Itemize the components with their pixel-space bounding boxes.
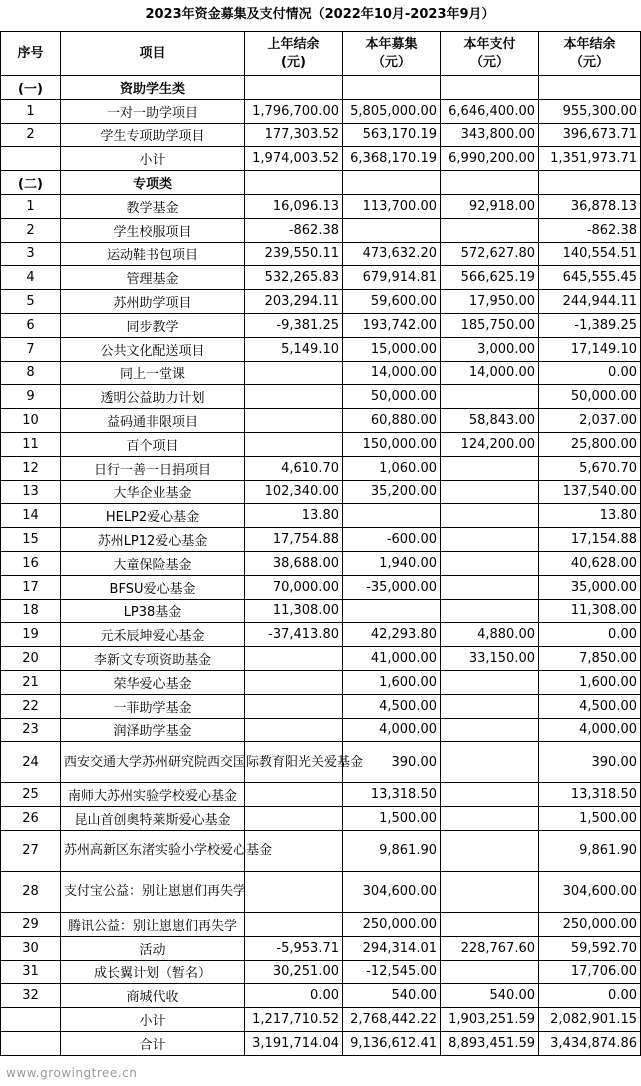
table-row (1, 599, 641, 623)
cell-this-year-balance: 11,308.00 (539, 599, 641, 623)
cell-this-year-raised: 563,170.19 (343, 123, 441, 147)
table-row (1, 936, 641, 960)
cell-index: 3 (1, 242, 61, 266)
cell-last-year-balance: 1,217,710.52 (245, 1008, 343, 1032)
table-row (1, 670, 641, 694)
table-row (1, 480, 641, 504)
cell-this-year-paid (441, 171, 539, 195)
cell-index: 9 (1, 385, 61, 409)
cell-this-year-raised: 150,000.00 (343, 432, 441, 456)
cell-this-year-raised: 1,940.00 (343, 551, 441, 575)
cell-index: 2 (1, 123, 61, 147)
cell-this-year-paid (441, 76, 539, 100)
table-row (1, 385, 641, 409)
cell-last-year-balance: -9,381.25 (245, 313, 343, 337)
cell-last-year-balance: 203,294.11 (245, 290, 343, 314)
cell-last-year-balance (245, 871, 343, 912)
cell-last-year-balance (245, 783, 343, 807)
cell-this-year-paid: 17,950.00 (441, 290, 539, 314)
cell-project: 苏州高新区东渚实验小学校爱心基金 (61, 830, 245, 871)
cell-last-year-balance: 70,000.00 (245, 575, 343, 599)
cell-this-year-balance: 2,037.00 (539, 409, 641, 433)
table-row (1, 361, 641, 385)
cell-this-year-raised: -12,545.00 (343, 960, 441, 984)
cell-this-year-balance: 137,540.00 (539, 480, 641, 504)
cell-this-year-raised (343, 504, 441, 528)
cell-last-year-balance (245, 171, 343, 195)
cell-this-year-paid (441, 783, 539, 807)
table-row (1, 218, 641, 242)
cell-index: 15 (1, 528, 61, 552)
cell-last-year-balance: 5,149.10 (245, 337, 343, 361)
cell-last-year-balance: 239,550.11 (245, 242, 343, 266)
fund-table (0, 31, 641, 1056)
cell-this-year-paid (441, 960, 539, 984)
table-row (1, 912, 641, 936)
subtotal-row (1, 147, 641, 171)
cell-index: 28 (1, 871, 61, 912)
cell-this-year-raised: -600.00 (343, 528, 441, 552)
cell-project: HELP2爱心基金 (61, 504, 245, 528)
cell-project: 益码通非限项目 (61, 409, 245, 433)
cell-project: 小计 (61, 1008, 245, 1032)
section-header-row (1, 171, 641, 195)
table-row (1, 194, 641, 218)
cell-this-year-paid: 540.00 (441, 984, 539, 1008)
cell-this-year-paid: 14,000.00 (441, 361, 539, 385)
header-index: 序号 (1, 32, 61, 76)
table-title: 2023年资金募集及支付情况（2022年10月-2023年9月） (145, 7, 495, 22)
cell-this-year-paid (441, 599, 539, 623)
cell-project: 专项类 (61, 171, 245, 195)
cell-this-year-balance: 140,554.51 (539, 242, 641, 266)
cell-last-year-balance: -37,413.80 (245, 623, 343, 647)
cell-index: 12 (1, 456, 61, 480)
cell-project: 南师大苏州实验学校爱心基金 (61, 783, 245, 807)
cell-index: 11 (1, 432, 61, 456)
cell-this-year-balance: 2,082,901.15 (539, 1008, 641, 1032)
cell-index: 22 (1, 694, 61, 718)
cell-this-year-balance: 304,600.00 (539, 871, 641, 912)
cell-this-year-raised: 679,914.81 (343, 266, 441, 290)
table-row (1, 871, 641, 912)
table-row (1, 830, 641, 871)
cell-this-year-raised: 473,632.20 (343, 242, 441, 266)
cell-index: 10 (1, 409, 61, 433)
cell-index: 8 (1, 361, 61, 385)
cell-last-year-balance: -5,953.71 (245, 936, 343, 960)
cell-this-year-paid (441, 807, 539, 831)
total-row (1, 1031, 641, 1055)
cell-this-year-raised (343, 76, 441, 100)
table-row (1, 647, 641, 671)
cell-project: 一菲助学基金 (61, 694, 245, 718)
cell-this-year-paid: 228,767.60 (441, 936, 539, 960)
cell-index (1, 1008, 61, 1032)
table-row (1, 807, 641, 831)
cell-index (1, 1031, 61, 1055)
cell-this-year-raised: 42,293.80 (343, 623, 441, 647)
cell-this-year-balance (539, 171, 641, 195)
cell-this-year-balance: 390.00 (539, 742, 641, 783)
cell-this-year-balance: 4,500.00 (539, 694, 641, 718)
table-row (1, 984, 641, 1008)
cell-last-year-balance (245, 432, 343, 456)
table-row (1, 313, 641, 337)
table-body (1, 76, 641, 1056)
table-row (1, 409, 641, 433)
cell-this-year-raised: 5,805,000.00 (343, 99, 441, 123)
cell-project: 百个项目 (61, 432, 245, 456)
cell-this-year-paid (441, 912, 539, 936)
cell-this-year-balance: 40,628.00 (539, 551, 641, 575)
cell-this-year-balance: 396,673.71 (539, 123, 641, 147)
cell-this-year-balance: 13,318.50 (539, 783, 641, 807)
cell-index: 5 (1, 290, 61, 314)
cell-this-year-raised: 250,000.00 (343, 912, 441, 936)
cell-this-year-paid: 124,200.00 (441, 432, 539, 456)
cell-this-year-balance: 1,351,973.71 (539, 147, 641, 171)
cell-this-year-paid: 8,893,451.59 (441, 1031, 539, 1055)
cell-this-year-raised: 4,500.00 (343, 694, 441, 718)
cell-this-year-balance: -1,389.25 (539, 313, 641, 337)
cell-last-year-balance (245, 718, 343, 742)
header-this-year-raised: 本年募集 （元） (343, 32, 441, 76)
table-row (1, 337, 641, 361)
cell-project: 运动鞋书包项目 (61, 242, 245, 266)
cell-project: 商城代收 (61, 984, 245, 1008)
table-row (1, 551, 641, 575)
table-row (1, 99, 641, 123)
table-row (1, 290, 641, 314)
cell-this-year-raised: 9,861.90 (343, 830, 441, 871)
cell-this-year-paid (441, 694, 539, 718)
cell-last-year-balance (245, 694, 343, 718)
cell-this-year-paid: 6,990,200.00 (441, 147, 539, 171)
table-row (1, 123, 641, 147)
cell-project: 透明公益助力计划 (61, 385, 245, 409)
cell-this-year-balance: 7,850.00 (539, 647, 641, 671)
subtotal-row (1, 1008, 641, 1032)
cell-this-year-balance: 645,555.45 (539, 266, 641, 290)
cell-this-year-raised: 540.00 (343, 984, 441, 1008)
cell-this-year-raised: 193,742.00 (343, 313, 441, 337)
table-row (1, 456, 641, 480)
cell-this-year-raised: 2,768,442.22 (343, 1008, 441, 1032)
header-this-year-balance: 本年结余 （元） (539, 32, 641, 76)
cell-last-year-balance: -862.38 (245, 218, 343, 242)
cell-this-year-paid (441, 742, 539, 783)
cell-last-year-balance: 532,265.83 (245, 266, 343, 290)
cell-last-year-balance: 30,251.00 (245, 960, 343, 984)
cell-this-year-balance: 9,861.90 (539, 830, 641, 871)
cell-project: 一对一助学项目 (61, 99, 245, 123)
cell-this-year-paid: 6,646,400.00 (441, 99, 539, 123)
cell-index: 27 (1, 830, 61, 871)
cell-this-year-balance: 17,149.10 (539, 337, 641, 361)
cell-index: 13 (1, 480, 61, 504)
cell-this-year-balance: 50,000.00 (539, 385, 641, 409)
cell-last-year-balance: 0.00 (245, 984, 343, 1008)
cell-this-year-balance: 3,434,874.86 (539, 1031, 641, 1055)
cell-project: 大童保险基金 (61, 551, 245, 575)
cell-last-year-balance (245, 912, 343, 936)
cell-this-year-raised: 1,060.00 (343, 456, 441, 480)
cell-last-year-balance: 38,688.00 (245, 551, 343, 575)
cell-this-year-balance: 36,878.13 (539, 194, 641, 218)
cell-index: 29 (1, 912, 61, 936)
cell-project: 李新文专项资助基金 (61, 647, 245, 671)
cell-this-year-balance: 1,500.00 (539, 807, 641, 831)
cell-this-year-paid: 1,903,251.59 (441, 1008, 539, 1032)
header-this-year-paid: 本年支付 （元） (441, 32, 539, 76)
cell-this-year-paid (441, 528, 539, 552)
cell-index: 19 (1, 623, 61, 647)
cell-this-year-paid (441, 718, 539, 742)
cell-this-year-balance: 5,670.70 (539, 456, 641, 480)
cell-this-year-raised: 390.00 (343, 742, 441, 783)
cell-last-year-balance: 3,191,714.04 (245, 1031, 343, 1055)
cell-this-year-paid: 58,843.00 (441, 409, 539, 433)
cell-last-year-balance (245, 361, 343, 385)
table-row (1, 960, 641, 984)
cell-index: 26 (1, 807, 61, 831)
cell-this-year-balance (539, 76, 641, 100)
cell-project: 学生校服项目 (61, 218, 245, 242)
cell-index: 2 (1, 218, 61, 242)
cell-this-year-raised: 15,000.00 (343, 337, 441, 361)
cell-this-year-paid: 4,880.00 (441, 623, 539, 647)
cell-index: 16 (1, 551, 61, 575)
cell-last-year-balance (245, 647, 343, 671)
cell-project: 腾讯公益：别让崽崽们再失学 (61, 912, 245, 936)
cell-this-year-balance: 17,706.00 (539, 960, 641, 984)
cell-this-year-balance: 0.00 (539, 984, 641, 1008)
header-last-year-balance: 上年结余 (元) (245, 32, 343, 76)
cell-this-year-raised: 41,000.00 (343, 647, 441, 671)
cell-this-year-paid (441, 551, 539, 575)
cell-this-year-paid: 33,150.00 (441, 647, 539, 671)
cell-this-year-paid (441, 575, 539, 599)
cell-index: 32 (1, 984, 61, 1008)
cell-this-year-paid (441, 218, 539, 242)
cell-index: 1 (1, 194, 61, 218)
table-row (1, 504, 641, 528)
cell-project: 管理基金 (61, 266, 245, 290)
cell-index: 14 (1, 504, 61, 528)
cell-index: (一) (1, 76, 61, 100)
cell-this-year-raised: 304,600.00 (343, 871, 441, 912)
cell-this-year-raised: -35,000.00 (343, 575, 441, 599)
cell-index: 30 (1, 936, 61, 960)
cell-this-year-raised: 1,500.00 (343, 807, 441, 831)
cell-last-year-balance (245, 385, 343, 409)
section-header-row (1, 76, 641, 100)
cell-project: 资助学生类 (61, 76, 245, 100)
cell-this-year-paid (441, 480, 539, 504)
cell-this-year-raised: 4,000.00 (343, 718, 441, 742)
table-row (1, 242, 641, 266)
cell-index: 6 (1, 313, 61, 337)
cell-this-year-raised: 13,318.50 (343, 783, 441, 807)
cell-index: 21 (1, 670, 61, 694)
cell-this-year-paid: 343,800.00 (441, 123, 539, 147)
cell-project: 荣华爱心基金 (61, 670, 245, 694)
cell-project: 昆山首创奥特莱斯爱心基金 (61, 807, 245, 831)
cell-this-year-balance: 13.80 (539, 504, 641, 528)
cell-this-year-paid: 3,000.00 (441, 337, 539, 361)
cell-index: 31 (1, 960, 61, 984)
cell-index: 25 (1, 783, 61, 807)
cell-this-year-raised: 294,314.01 (343, 936, 441, 960)
cell-this-year-raised (343, 218, 441, 242)
cell-last-year-balance (245, 807, 343, 831)
cell-this-year-balance: 4,000.00 (539, 718, 641, 742)
cell-project: 教学基金 (61, 194, 245, 218)
cell-project: 学生专项助学项目 (61, 123, 245, 147)
cell-this-year-paid (441, 871, 539, 912)
cell-this-year-balance: -862.38 (539, 218, 641, 242)
table-row (1, 742, 641, 783)
cell-this-year-raised (343, 599, 441, 623)
cell-index (1, 147, 61, 171)
cell-this-year-raised (343, 171, 441, 195)
cell-index: 20 (1, 647, 61, 671)
cell-project: 苏州LP12爱心基金 (61, 528, 245, 552)
cell-this-year-raised: 50,000.00 (343, 385, 441, 409)
cell-this-year-paid: 572,627.80 (441, 242, 539, 266)
cell-project: 合计 (61, 1031, 245, 1055)
cell-index: 4 (1, 266, 61, 290)
cell-index: 24 (1, 742, 61, 783)
cell-project: 同上一堂课 (61, 361, 245, 385)
cell-this-year-paid (441, 670, 539, 694)
cell-project: 元禾辰坤爱心基金 (61, 623, 245, 647)
cell-this-year-raised: 1,600.00 (343, 670, 441, 694)
cell-last-year-balance (245, 76, 343, 100)
table-row (1, 266, 641, 290)
table-row (1, 694, 641, 718)
cell-this-year-raised: 9,136,612.41 (343, 1031, 441, 1055)
cell-index: 18 (1, 599, 61, 623)
cell-project: BFSU爱心基金 (61, 575, 245, 599)
cell-project: 大华企业基金 (61, 480, 245, 504)
cell-last-year-balance: 102,340.00 (245, 480, 343, 504)
cell-this-year-paid: 185,750.00 (441, 313, 539, 337)
cell-this-year-balance: 244,944.11 (539, 290, 641, 314)
cell-this-year-balance: 35,000.00 (539, 575, 641, 599)
cell-this-year-balance: 59,592.70 (539, 936, 641, 960)
cell-project: LP38基金 (61, 599, 245, 623)
cell-project: 苏州助学项目 (61, 290, 245, 314)
cell-project: 西安交通大学苏州研究院西交国际教育阳光关爱基金 (61, 742, 245, 783)
table-row (1, 528, 641, 552)
cell-last-year-balance: 1,796,700.00 (245, 99, 343, 123)
cell-this-year-raised: 14,000.00 (343, 361, 441, 385)
cell-this-year-balance: 25,800.00 (539, 432, 641, 456)
cell-last-year-balance: 17,754.88 (245, 528, 343, 552)
header-row (1, 32, 641, 76)
cell-this-year-balance: 0.00 (539, 361, 641, 385)
cell-this-year-paid: 92,918.00 (441, 194, 539, 218)
table-row (1, 575, 641, 599)
cell-last-year-balance: 11,308.00 (245, 599, 343, 623)
cell-project: 活动 (61, 936, 245, 960)
cell-last-year-balance: 177,303.52 (245, 123, 343, 147)
cell-project: 公共文化配送项目 (61, 337, 245, 361)
table-row (1, 623, 641, 647)
cell-project: 成长翼计划（暂名） (61, 960, 245, 984)
cell-this-year-balance: 0.00 (539, 623, 641, 647)
cell-this-year-balance: 17,154.88 (539, 528, 641, 552)
cell-this-year-raised: 113,700.00 (343, 194, 441, 218)
cell-index: 23 (1, 718, 61, 742)
cell-last-year-balance (245, 670, 343, 694)
cell-project: 支付宝公益：别让崽崽们再失学 (61, 871, 245, 912)
table-row (1, 718, 641, 742)
table-row (1, 783, 641, 807)
cell-project: 同步教学 (61, 313, 245, 337)
cell-last-year-balance: 4,610.70 (245, 456, 343, 480)
cell-last-year-balance (245, 409, 343, 433)
cell-index: 1 (1, 99, 61, 123)
cell-this-year-paid (441, 385, 539, 409)
cell-last-year-balance: 1,974,003.52 (245, 147, 343, 171)
cell-this-year-raised: 35,200.00 (343, 480, 441, 504)
cell-index: 7 (1, 337, 61, 361)
cell-this-year-balance: 1,600.00 (539, 670, 641, 694)
cell-project: 润泽助学基金 (61, 718, 245, 742)
cell-index: (二) (1, 171, 61, 195)
cell-this-year-paid (441, 830, 539, 871)
cell-this-year-balance: 250,000.00 (539, 912, 641, 936)
cell-this-year-paid: 566,625.19 (441, 266, 539, 290)
cell-this-year-balance: 955,300.00 (539, 99, 641, 123)
cell-this-year-paid (441, 456, 539, 480)
cell-this-year-raised: 6,368,170.19 (343, 147, 441, 171)
cell-last-year-balance: 13.80 (245, 504, 343, 528)
cell-project: 小计 (61, 147, 245, 171)
cell-last-year-balance: 16,096.13 (245, 194, 343, 218)
cell-this-year-raised: 59,600.00 (343, 290, 441, 314)
table-row (1, 432, 641, 456)
header-project: 项目 (61, 32, 245, 76)
cell-this-year-raised: 60,880.00 (343, 409, 441, 433)
cell-this-year-paid (441, 504, 539, 528)
cell-project: 日行一善一日捐项目 (61, 456, 245, 480)
cell-index: 17 (1, 575, 61, 599)
watermark: www.growingtree.cn (6, 1066, 138, 1080)
